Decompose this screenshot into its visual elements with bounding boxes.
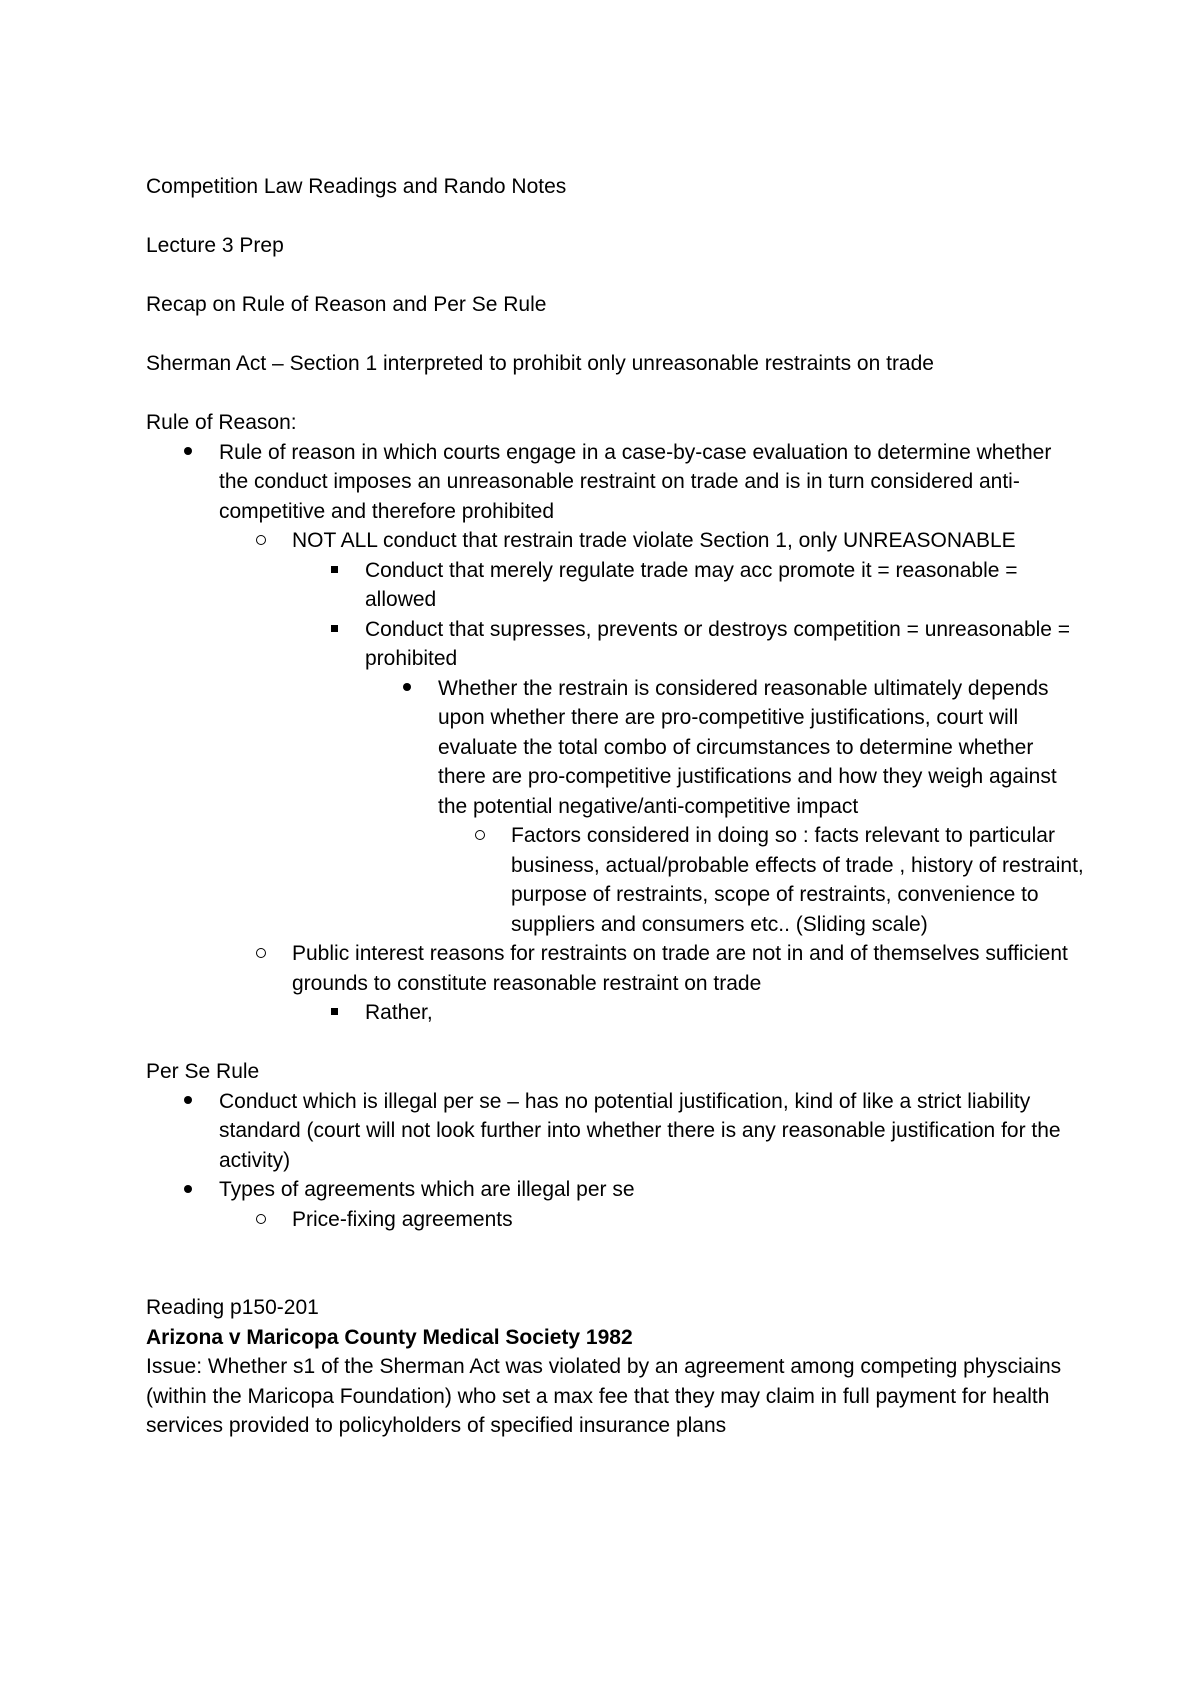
bullet-icon	[251, 1205, 271, 1235]
bullet-icon	[470, 821, 490, 851]
list-item: Factors considered in doing so : facts relevant to particular business, actual/probable effects of trade , history of restraint, purpose of restraints, scope of restraints, convenience to suppliers and consumers etc.. (Sliding scale)	[146, 821, 1086, 939]
lecture-heading: Lecture 3 Prep	[146, 234, 284, 257]
per-se-heading: Per Se Rule	[146, 1060, 260, 1083]
list-item: Conduct which is illegal per se – has no potential justification, kind of like a strict liability standard (court will not look further into whether there is any reasonable justification for the activity)	[146, 1087, 1086, 1176]
list-item: Rather,	[146, 998, 1086, 1028]
list-item: Conduct that merely regulate trade may acc promote it = reasonable = allowed	[146, 556, 1086, 615]
bullet-icon	[178, 438, 198, 468]
list-item: Conduct that supresses, prevents or destroys competition = unreasonable = prohibited	[146, 615, 1086, 674]
bullet-icon	[178, 1175, 198, 1205]
bullet-icon	[178, 1087, 198, 1117]
document-title: Competition Law Readings and Rando Notes	[146, 175, 567, 198]
recap-heading: Recap on Rule of Reason and Per Se Rule	[146, 293, 547, 316]
list-item: Types of agreements which are illegal per se	[146, 1175, 1086, 1205]
document-page	[146, 172, 1086, 1441]
case-issue: Issue: Whether s1 of the Sherman Act was violated by an agreement among competing physciains (within the Maricopa Foundation) who set a max fee that they may claim in full payment for health services provided to policyholders of specified insurance plans	[146, 1355, 1062, 1437]
list-item: NOT ALL conduct that restrain trade violate Section 1, only UNREASONABLE	[146, 526, 1086, 556]
rule-of-reason-heading: Rule of Reason:	[146, 411, 297, 434]
list-item: Rule of reason in which courts engage in a case-by-case evaluation to determine whether the conduct imposes an unreasonable restraint on trade and is in turn considered anti-competitive and therefore prohibited	[146, 438, 1086, 527]
case-title: Arizona v Maricopa County Medical Society 1982	[146, 1325, 633, 1349]
reading-heading: Reading p150-201	[146, 1296, 319, 1319]
sherman-act-note: Sherman Act – Section 1 interpreted to prohibit only unreasonable restraints on trade	[146, 352, 934, 375]
bullet-icon	[251, 939, 271, 969]
bullet-icon	[324, 998, 344, 1028]
bullet-icon	[251, 526, 271, 556]
list-item: Public interest reasons for restraints on trade are not in and of themselves sufficient grounds to constitute reasonable restraint on trade	[146, 939, 1086, 998]
bullet-icon	[397, 674, 417, 704]
bullet-icon	[324, 615, 344, 645]
bullet-icon	[324, 556, 344, 586]
list-item: Whether the restrain is considered reasonable ultimately depends upon whether there are pro-competitive justifications, court will evaluate the total combo of circumstances to determine whether there are pro-competitive justifications and how they weigh against the potential negative/anti-competitive impact	[146, 674, 1086, 822]
list-item: Price-fixing agreements	[146, 1205, 1086, 1235]
